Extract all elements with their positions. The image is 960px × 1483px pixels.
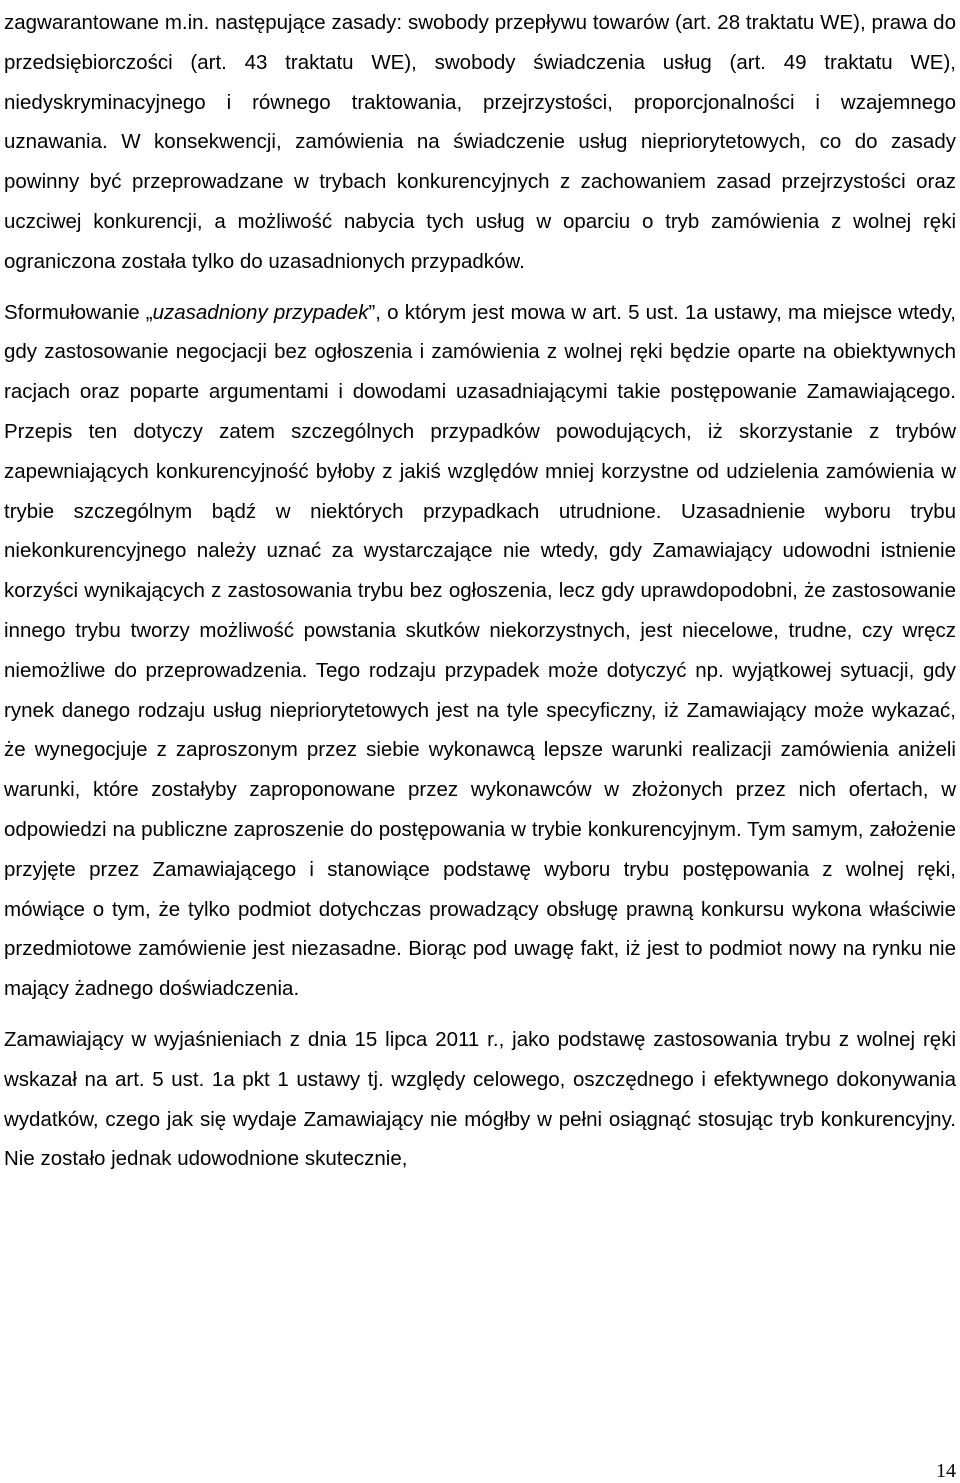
- paragraph-justified-case-body: ”, o którym jest mowa w art. 5 ust. 1a ustawy, ma miejsce wtedy, gdy zastosowanie negocjacji bez ogłoszenia i zamówienia z wolnej ręki będzie oparte na obiektywnych racjach oraz poparte argumentami i dowodami uzasadniającymi takie postępowanie Zamawiającego. Przepis ten dotyczy zatem szczególnych przypadków powodujących, iż skorzystanie z trybów zapewniających konkurencyjność byłoby z jakiś względów mniej korzystne od udzielenia zamówienia w trybie szczególnym bądź w niektórych przypadkach utrudnione. Uzasadnienie wyboru trybu niekonkurencyjnego należy uznać za wystarczające nie wtedy, gdy Zamawiający udowodni istnienie korzyści wynikających z zastosowania trybu bez ogłoszenia, lecz gdy uprawdopodobni, że zastosowanie innego trybu tworzy możliwość powstania skutków niekorzystnych, jest niecelowe, trudne, czy wręcz niemożliwe do przeprowadzenia. Tego rodzaju przypadek może dotyczyć np. wyjątkowej sytuacji, gdy rynek danego rodzaju usług niepriorytetowych jest na tyle specyficzny, iż Zamawiający może wykazać, że wynegocjuje z zaproszonym przez siebie wykonawcą lepsze warunki realizacji zamówienia aniżeli warunki, które zostałyby zaproponowane przez wykonawców w złożonych przez nich ofertach, w odpowiedzi na publiczne zaproszenie do postępowania w trybie konkurencyjnym. Tym samym, założenie przyjęte przez Zamawiającego i stanowiące podstawę wyboru trybu postępowania z wolnej ręki, mówiące o tym, że tylko podmiot dotychczas prowadzący obsługę prawną konkursu wykona właściwie przedmiotowe zamówienie jest niezasadne. Biorąc pod uwagę fakt, iż jest to podmiot nowy na rynku nie mający żadnego doświadczenia.: [4, 300, 957, 1001]
- paragraph-justified-case: [4, 293, 956, 1009]
- quoted-term-justified-case: uzasadniony przypadek: [152, 300, 369, 324]
- paragraph-justified-case-intro: Sformułowanie „: [4, 300, 153, 324]
- page-number: 14: [936, 1460, 956, 1482]
- paragraph-contracting-authority-explanations: Zamawiający w wyjaśnieniach z dnia 15 lipca 2011 r., jako podstawę zastosowania trybu z wolnej ręki wskazał na art. 5 ust. 1a pkt 1 ustawy tj. względy celowego, oszczędnego i efektywnego dokonywania wydatków, czego jak się wydaje Zamawiający nie mógłby w pełni osiągnąć stosując tryb konkurencyjny. Nie zostało jednak udowodnione skutecznie,: [4, 1027, 956, 1171]
- paragraph-free-movement-principles: zagwarantowane m.in. następujące zasady: swobody przepływu towarów (art. 28 traktatu WE), prawa do przedsiębiorczości (art. 43 traktatu WE), swobody świadczenia usług (art. 49 traktatu WE), niedyskryminacyjnego i równego traktowania, przejrzystości, proporcjonalności i wzajemnego uznawania. W konsekwencji, zamówienia na świadczenie usług niepriorytetowych, co do zasady powinny być przeprowadzane w trybach konkurencyjnych z zachowaniem zasad przejrzystości oraz uczciwej konkurencji, a możliwość nabycia tych usług w oparciu o tryb zamówienia z wolnej ręki ograniczona została tylko do uzasadnionych przypadków.: [4, 11, 956, 273]
